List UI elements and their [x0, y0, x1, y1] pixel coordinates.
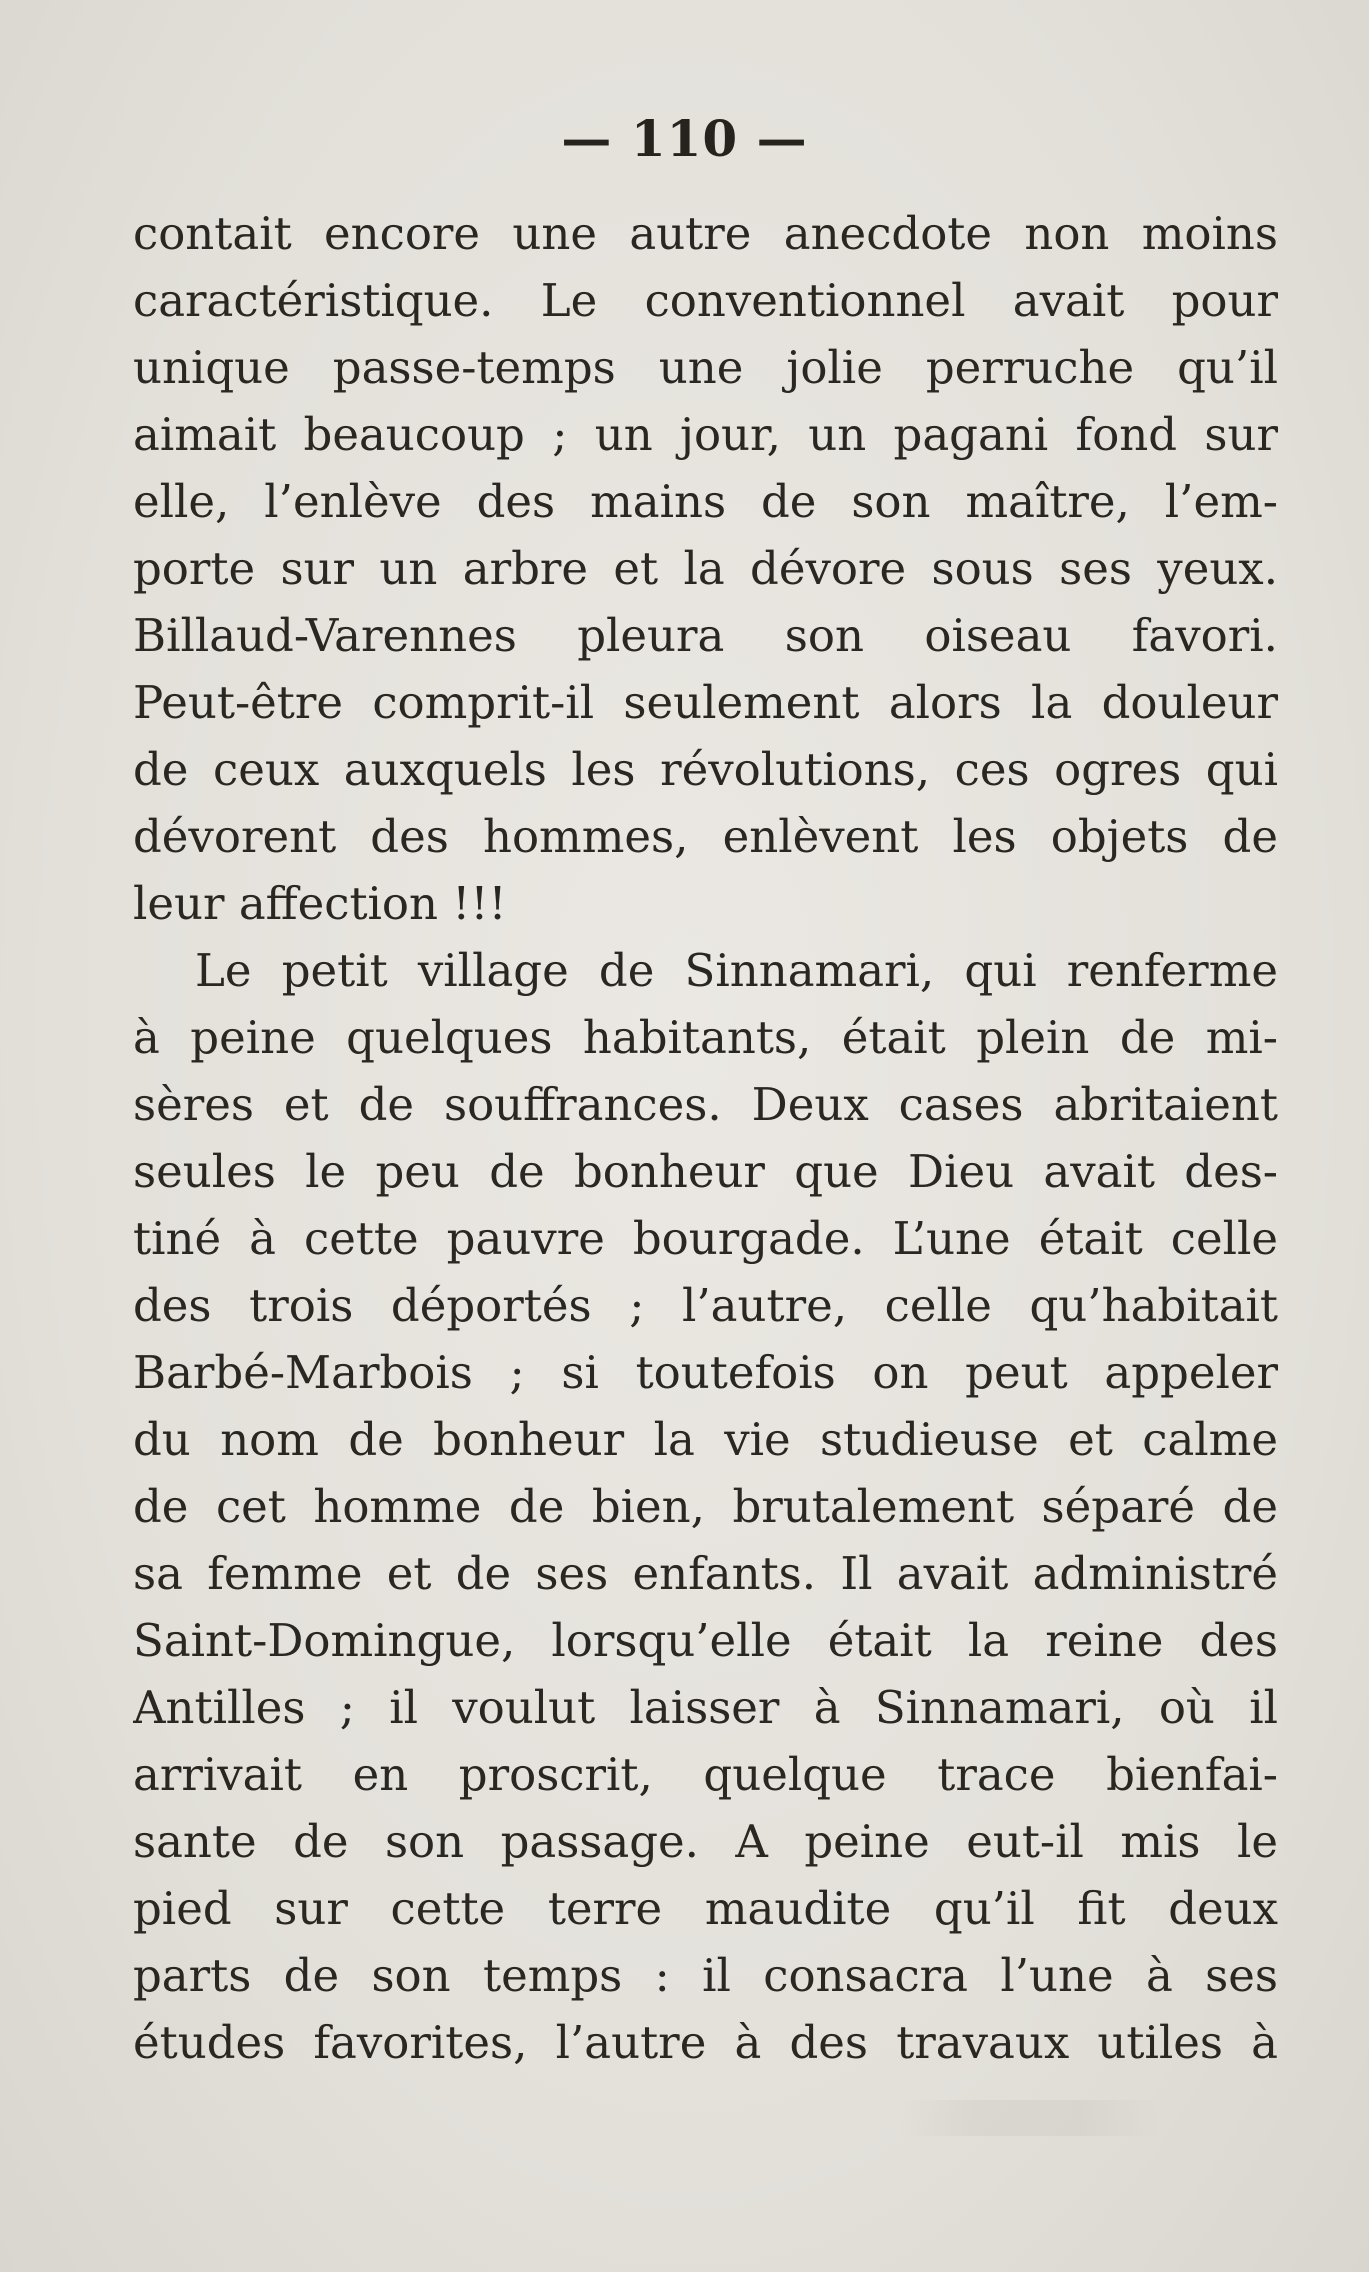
paragraph-1 [133, 200, 1278, 937]
text-line: Saint-Domingue, lorsqu’elle était la reine des [133, 1614, 1278, 1667]
text-line: arrivait en proscrit, quelque trace bienfai- [133, 1748, 1278, 1801]
text-line: Peut-être comprit-il seulement alors la douleur [133, 676, 1278, 729]
paragraph-2 [133, 937, 1278, 2076]
text-line: sa femme et de ses enfants. Il avait administré [133, 1547, 1278, 1600]
show-through-smudge [900, 2100, 1160, 2136]
text-line: de cet homme de bien, brutalement séparé de [133, 1480, 1278, 1533]
page-number: — 110 — [561, 109, 808, 168]
text-line: Antilles ; il voulut laisser à Sinnamari, où il [133, 1681, 1278, 1734]
text-line: de ceux auxquels les révolutions, ces ogres qui [133, 743, 1278, 796]
text-line: des trois déportés ; l’autre, celle qu’habitait [133, 1279, 1278, 1332]
text-line: du nom de bonheur la vie studieuse et calme [133, 1413, 1278, 1466]
text-line: unique passe-temps une jolie perruche qu’il [133, 341, 1278, 394]
text-line: leur affection !!! [133, 877, 507, 930]
body-text [133, 200, 1278, 2076]
text-line: aimait beaucoup ; un jour, un pagani fond sur [133, 408, 1278, 461]
text-line: études favorites, l’autre à des travaux utiles à [133, 2016, 1278, 2069]
text-line: elle, l’enlève des mains de son maître, l’em- [133, 475, 1278, 528]
text-line: caractéristique. Le conventionnel avait pour [133, 274, 1278, 327]
text-line: dévorent des hommes, enlèvent les objets de [133, 810, 1278, 863]
text-line: porte sur un arbre et la dévore sous ses yeux. [133, 542, 1278, 595]
text-line: pied sur cette terre maudite qu’il fit deux [133, 1882, 1278, 1935]
text-line: Billaud-Varennes pleura son oiseau favori. [133, 609, 1278, 662]
text-line: tiné à cette pauvre bourgade. L’une était celle [133, 1212, 1278, 1265]
text-line: parts de son temps : il consacra l’une à ses [133, 1949, 1278, 2002]
text-line: sante de son passage. A peine eut-il mis le [133, 1815, 1278, 1868]
text-line: Barbé-Marbois ; si toutefois on peut appeler [133, 1346, 1278, 1399]
text-line: sères et de souffrances. Deux cases abritaient [133, 1078, 1278, 1131]
text-line: contait encore une autre anecdote non moins [133, 207, 1278, 260]
text-line: Le petit village de Sinnamari, qui renferme [195, 944, 1278, 997]
text-line: seules le peu de bonheur que Dieu avait des- [133, 1145, 1278, 1198]
text-line: à peine quelques habitants, était plein de mi- [133, 1011, 1278, 1064]
